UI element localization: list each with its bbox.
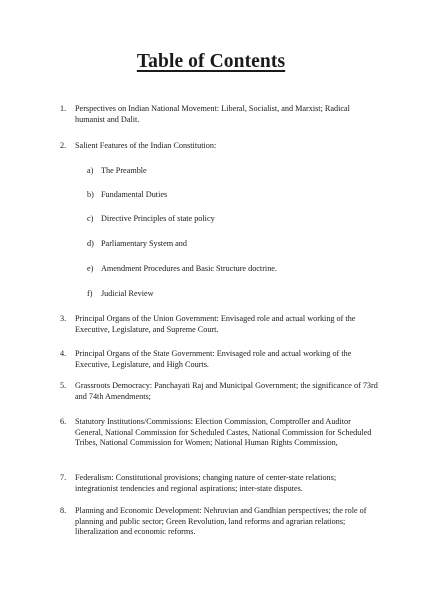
toc-item-number: 8.: [60, 506, 67, 515]
toc-subitem-text: Fundamental Duties: [101, 190, 168, 199]
toc-item-8: [60, 506, 380, 538]
toc-subitem-letter: d): [87, 239, 94, 248]
toc-item-7: [60, 473, 380, 494]
toc-item-6: [60, 417, 380, 449]
toc-item-number: 6.: [60, 417, 67, 426]
toc-item-2: [60, 141, 380, 152]
toc-subitem-text: Judicial Review: [101, 289, 154, 298]
toc-subitem-text: Parliamentary System and: [101, 239, 187, 248]
toc-subitem-text: Directive Principles of state policy: [101, 214, 215, 223]
toc-item-1: [60, 104, 380, 125]
toc-subitem-text: The Preamble: [101, 166, 147, 175]
toc-item-number: 2.: [60, 141, 67, 150]
toc-subitem-letter: f): [87, 289, 93, 298]
toc-item-number: 1.: [60, 104, 67, 113]
toc-subitem-letter: c): [87, 214, 94, 223]
toc-item-number: 3.: [60, 314, 67, 323]
toc-subitem-b: [87, 190, 387, 201]
toc-item-text: Federalism: Constitutional provisions; changing nature of center-state relations; integrationist tendencies and regional aspirations; inter-state disputes.: [75, 473, 337, 493]
toc-subitem-letter: b): [87, 190, 94, 199]
toc-item-text: Principal Organs of the State Government: Envisaged role and actual working of the Executive, Legislature, and High Courts.: [75, 349, 352, 369]
toc-subitem-letter: a): [87, 166, 94, 175]
toc-item-text: Planning and Economic Development: Nehruvian and Gandhian perspectives; the role of planning and public sector; Green Revolution, land reforms and agrarian relations; liberalization and economic reforms.: [75, 506, 367, 537]
toc-item-number: 7.: [60, 473, 67, 482]
toc-item-text: Principal Organs of the Union Government: Envisaged role and actual working of the Executive, Legislature, and Supreme Court.: [75, 314, 356, 334]
toc-subitem-letter: e): [87, 264, 94, 273]
toc-item-text: Salient Features of the Indian Constitution:: [75, 141, 217, 150]
toc-item-3: [60, 314, 380, 335]
toc-item-5: [60, 381, 380, 402]
toc-item-text: Grassroots Democracy: Panchayati Raj and Municipal Government; the significance of 73rd and 74th Amendments;: [75, 381, 378, 401]
toc-item-number: 4.: [60, 349, 67, 358]
toc-subitem-d: [87, 239, 387, 250]
toc-subitem-a: [87, 166, 387, 177]
toc-subitem-f: [87, 289, 387, 300]
toc-item-4: [60, 349, 380, 370]
toc-subitem-c: [87, 214, 387, 225]
page-title: Table of Contents: [136, 51, 286, 72]
toc-item-text: Perspectives on Indian National Movement: Liberal, Socialist, and Marxist; Radical humanist and Dalit.: [75, 104, 350, 124]
toc-item-number: 5.: [60, 381, 67, 390]
toc-subitem-e: [87, 264, 387, 275]
toc-subitem-text: Amendment Procedures and Basic Structure doctrine.: [101, 264, 277, 273]
toc-item-text: Statutory Institutions/Commissions: Election Commission, Comptroller and Auditor General, National Commission for Scheduled Castes, National Commission for Scheduled Tribes, National Commission for Women; National Human Rights Commission,: [75, 417, 372, 448]
